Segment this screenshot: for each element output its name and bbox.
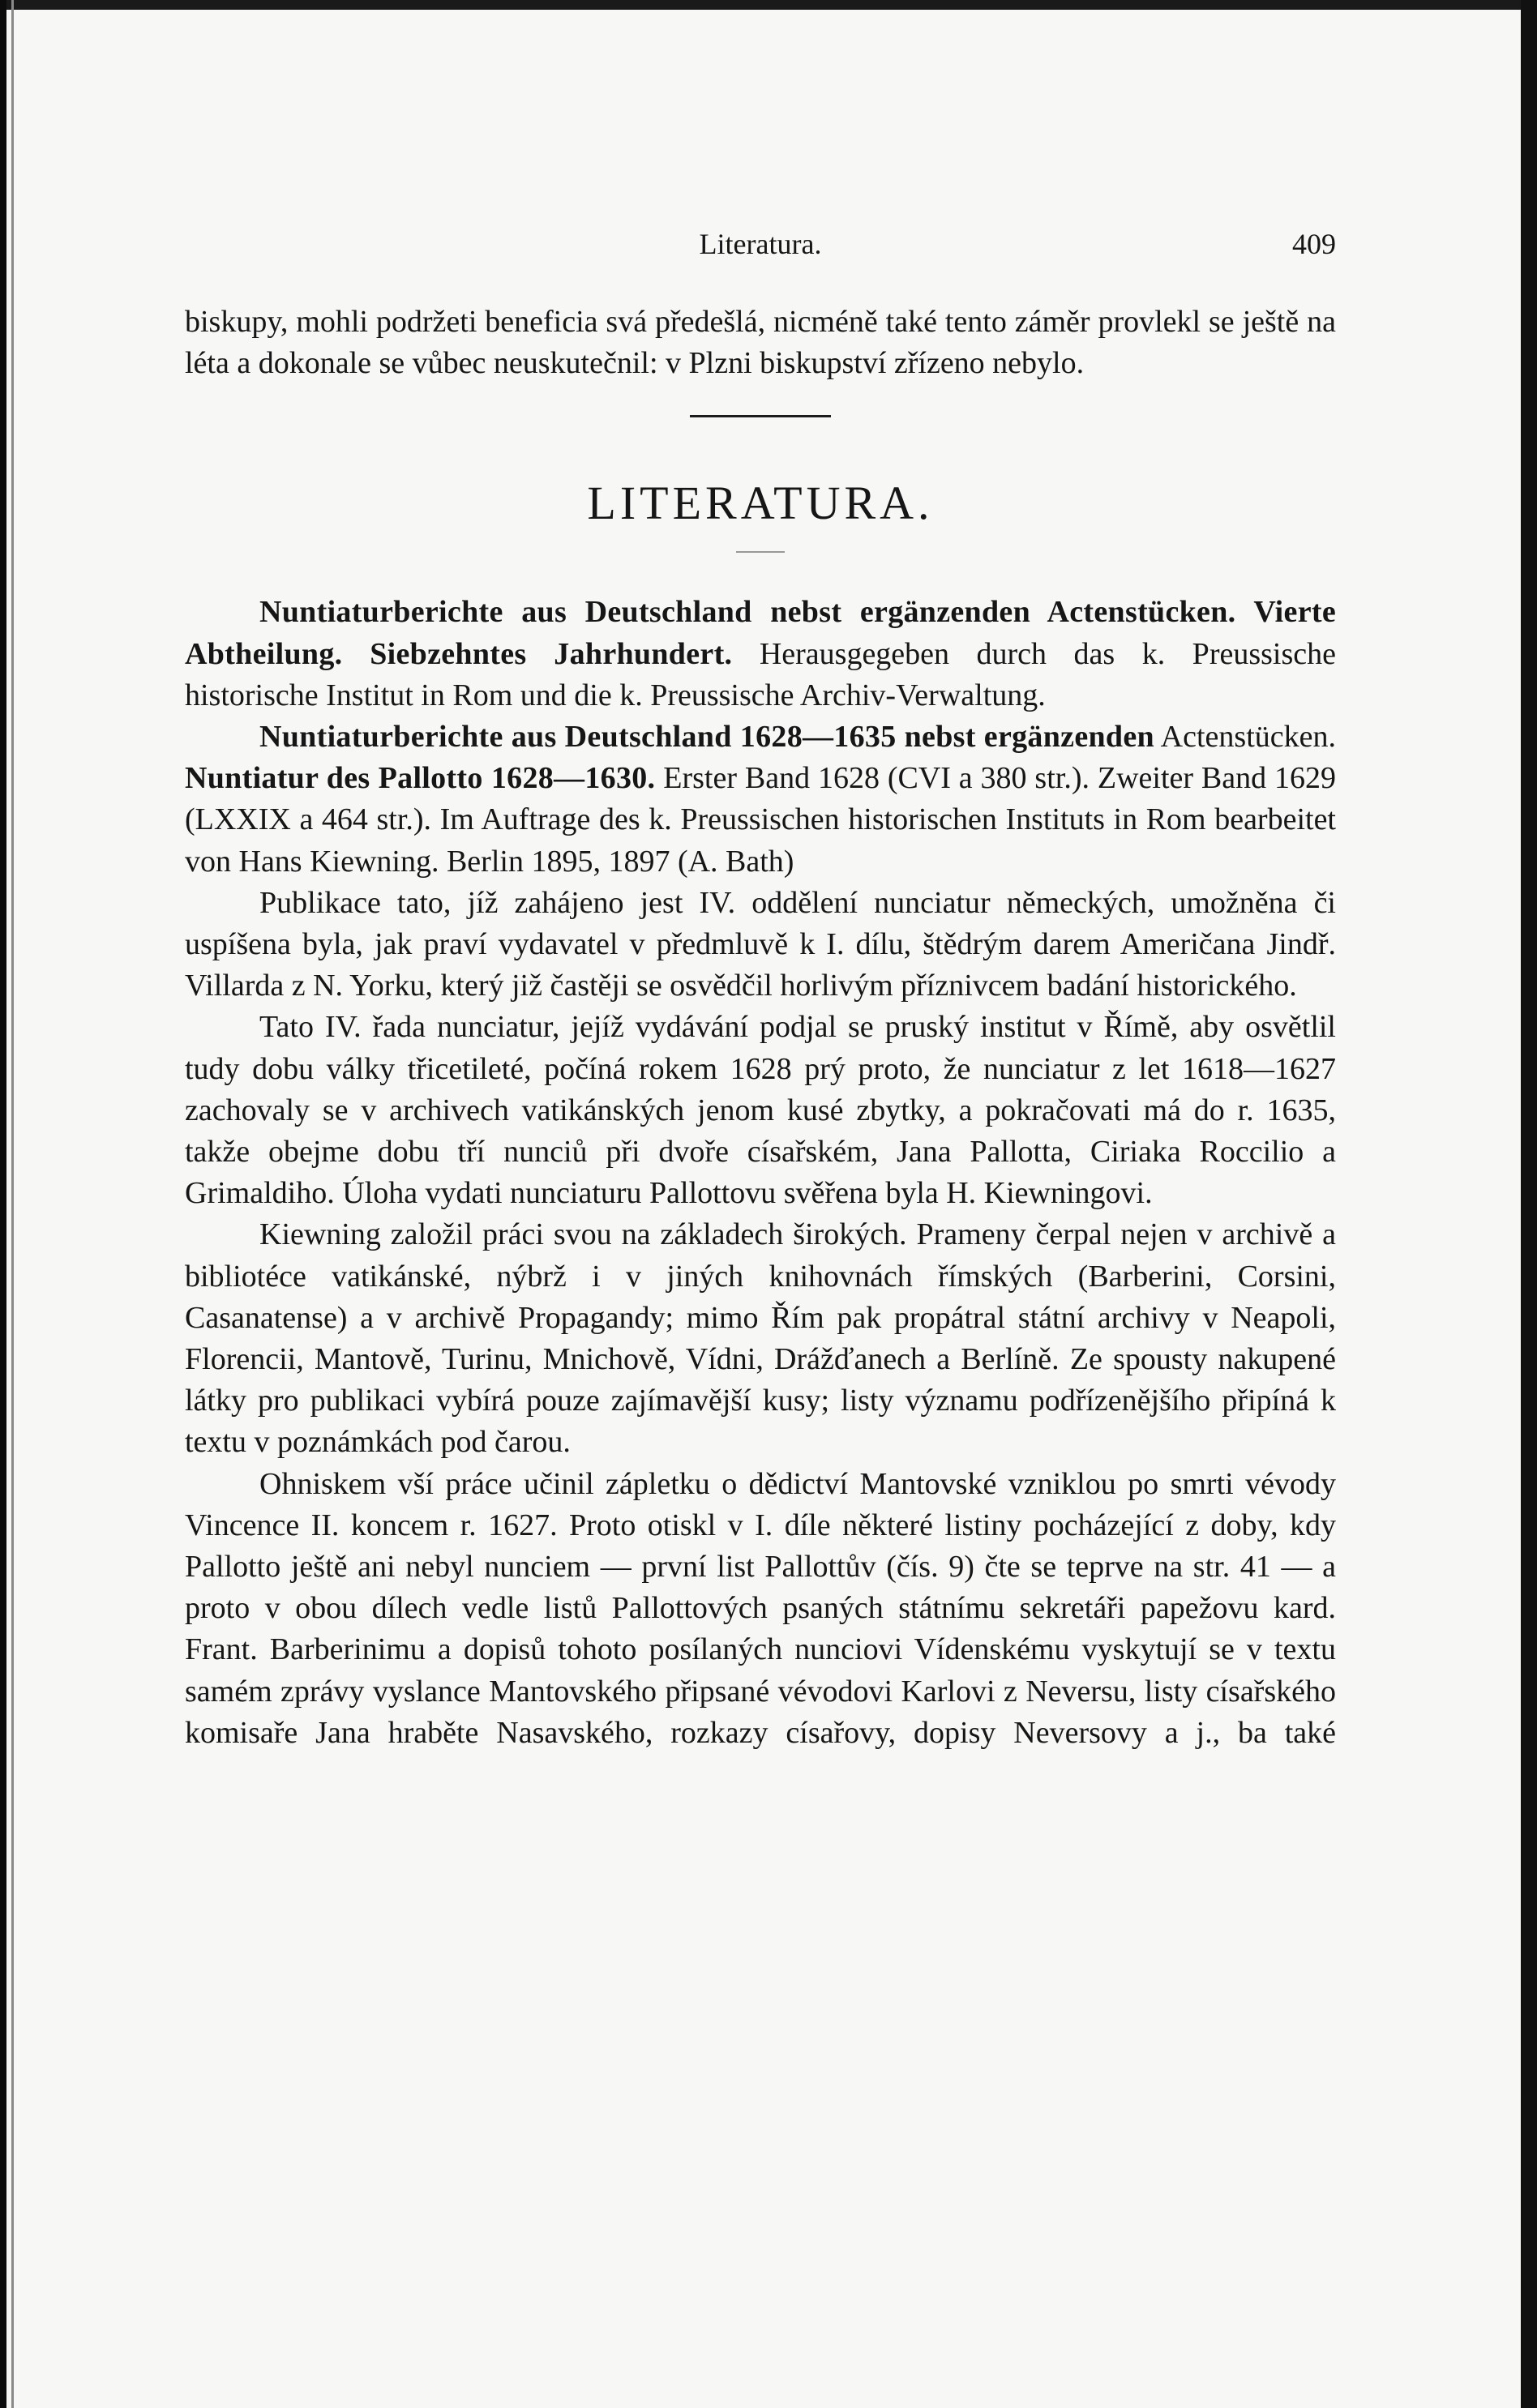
reference-1-title: Nuntiaturberichte aus Deutschland nebst ergänzenden Actenstücken. Vierte Abtheilung. Siebzehntes Jahrhundert.: [185, 595, 1336, 671]
section-title: LITERATURA.: [587, 477, 934, 530]
title-underline: [736, 551, 785, 553]
scan-top-edge: [0, 0, 1537, 10]
scan-left-edge: [0, 0, 6, 2408]
reference-1-rest: Herausgegeben durch das k. Preussische historische Institut in Rom und die k. Preussische Archiv-Verwaltung.: [185, 636, 1336, 712]
running-head: [185, 227, 1336, 267]
reference-2-subtitle: Nuntiatur des Pallotto 1628—1630.: [185, 761, 656, 796]
scan-right-edge: [1521, 0, 1537, 2408]
paragraph-2: Tato IV. řada nunciatur, jejíž vydávání podjal se pruský institut v Římě, aby osvětlil tudy dobu války třicetileté, počíná rokem 1628 prý proto, že nunciatur z let 1618—1627 zachovaly se v archivech vatikánských jenom kusé zbytky, a pokračovati má do r. 1635, takže obejme dobu tří nunciů při dvoře císařském, Jana Pallotta, Ciriaka Roccilio a Grimaldiho. Úloha vydati nunciaturu Pallottovu svěřena byla H. Kiewningovi.: [185, 1010, 1336, 1211]
paragraph-4: Ohniskem vší práce učinil zápletku o dědictví Mantovské vzniklou po smrti vévody Vincence II. koncem r. 1627. Proto otiskl v I. díle některé listiny pocházející z doby, kdy Pallotto ještě ani nebyl nunciem — první list Pallottův (čís. 9) čte se teprve na str. 41 — a proto v obou dílech vedle listů Pallottových psaných státnímu sekretáři papežovu kard. Frant. Barberinimu a dopisů tohoto posílaných nunciovi Vídenskému vyskytují se v textu samém zprávy vyslance Mantovského připsané vévodovi Karlovi z Neversu, listy císařského komisaře Jana hraběte Nasavského, rozkazy císařovy, dopisy Neversovy a j., ba také: [185, 1466, 1336, 1750]
section-divider: [690, 415, 831, 417]
reference-2-rest: Erster Band 1628 (CVI a 380 str.). Zweiter Band 1629 (LXXIX a 464 str.). Im Auftrage des k. Preussischen historischen Instituts in Rom bearbeitet von Hans Kiewning. Berlin 1895, 1897 (A. Bath): [185, 761, 1336, 879]
reference-2-title: Nuntiaturberichte aus Deutschland 1628—1635 nebst ergänzenden: [259, 720, 1154, 755]
reference-1: [185, 592, 1336, 716]
running-head-title: Literatura.: [699, 228, 822, 260]
reference-2-middle: Actenstücken.: [1154, 720, 1336, 755]
paragraph-1: Publikace tato, jíž zahájeno jest IV. oddělení nunciatur německých, umožněna či uspíšena byla, jak praví vydavatel v předmluvě k I. dílu, štědrým darem Američana Jindř. Villarda z N. Yorku, který již častěji se osvědčil horlivým příznivcem badání historického.: [185, 885, 1336, 1003]
scan-left-shadow: [11, 0, 14, 2408]
intro-paragraph: biskupy, mohli podržeti beneficia svá předešlá, nicméně také tento záměr provlekl se ještě na léta a dokonale se vůbec neuskutečnil: v Plzni biskupství zřízeno nebylo.: [185, 305, 1336, 381]
reference-2: [185, 716, 1336, 883]
paragraph-3: Kiewning založil práci svou na základech širokých. Prameny čerpal nejen v archivě a bibliotéce vatikánské, nýbrž i v jiných knihovnách římských (Barberini, Corsini, Casanatense) a v archivě Propagandy; mimo Řím pak propátral státní archivy v Neapoli, Florencii, Mantově, Turinu, Mnichově, Vídni, Drážďanech a Berlíně. Ze spousty nakupené látky pro publikaci vybírá pouze zajímavější kusy; listy významu podřízenějšího připíná k textu v poznámkách pod čarou.: [185, 1217, 1336, 1460]
page-content: [185, 227, 1336, 1754]
page-number: 409: [1292, 228, 1336, 260]
